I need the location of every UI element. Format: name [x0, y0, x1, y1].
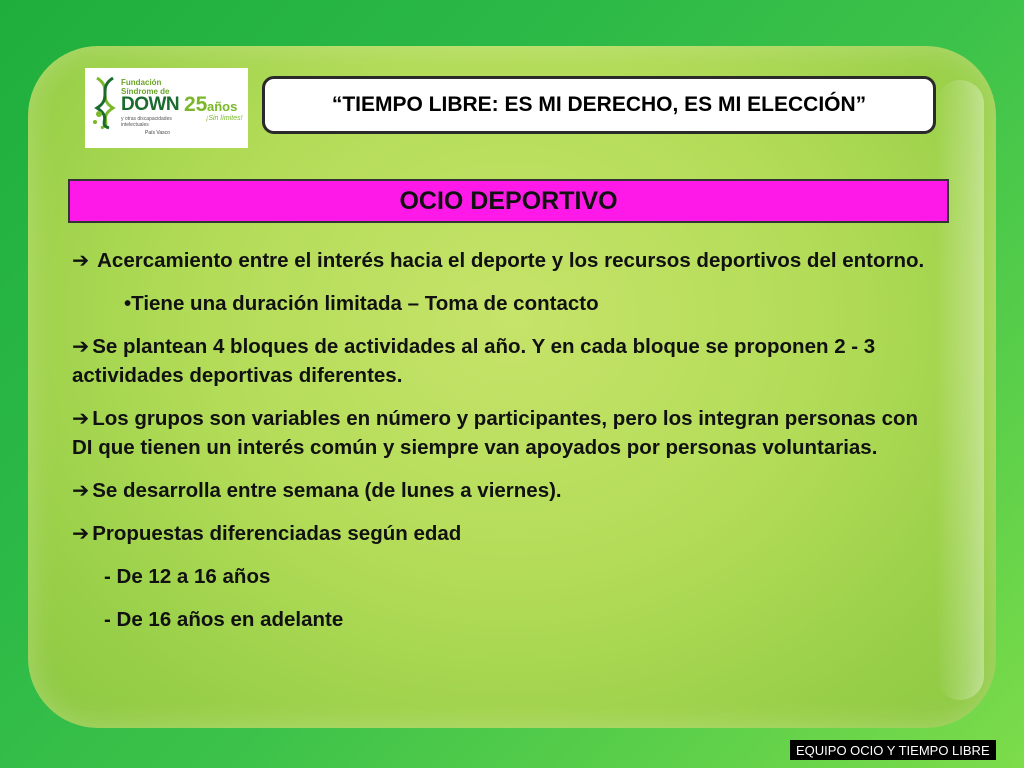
list-item-text: Se plantean 4 bloques de actividades al año. Y en cada bloque se proponen 2 - 3 actividades deportivas diferentes. — [72, 335, 876, 387]
arrow-right-icon: ➔ — [72, 248, 90, 272]
list-item — [72, 519, 942, 548]
logo-line1: Fundación — [121, 78, 162, 87]
logo-down: DOWN — [121, 94, 180, 115]
list-item-text: Se desarrolla entre semana (de lunes a viernes). — [92, 479, 562, 502]
foundation-logo — [85, 68, 248, 148]
list-item-text: Acercamiento entre el interés hacia el deporte y los recursos deportivos del entorno. — [97, 249, 925, 272]
list-item — [72, 404, 942, 462]
list-bullet: •Tiene una duración limitada – Toma de contacto — [124, 292, 599, 315]
footer-tag: EQUIPO OCIO Y TIEMPO LIBRE — [790, 740, 996, 760]
age-group-item: - De 12 a 16 años — [104, 565, 271, 588]
dna-icon — [91, 74, 119, 130]
logo-region: País Vasco — [145, 130, 170, 136]
arrow-right-icon: ➔ — [72, 521, 90, 545]
list-item-text: Los grupos son variables en número y participantes, pero los integran personas con DI que tienen un interés común y siempre van apoyados por personas voluntarias. — [72, 407, 919, 459]
list-item-text: Propuestas diferenciadas según edad — [92, 522, 462, 545]
panel-highlight — [936, 80, 984, 700]
logo-line2: Síndrome de — [121, 87, 170, 96]
slide-title-box — [262, 76, 936, 134]
section-header — [68, 179, 949, 223]
list-item — [72, 246, 942, 275]
content-list — [72, 246, 942, 648]
slide-title: “TIEMPO LIBRE: ES MI DERECHO, ES MI ELECCIÓN” — [331, 93, 867, 116]
logo-years-label: años — [207, 99, 238, 114]
logo-years-number: 25 — [184, 93, 208, 116]
logo-slogan: ¡Sin límites! — [206, 115, 243, 122]
logo-subtitle: y otras discapacidades intelectuales — [121, 116, 172, 128]
list-item — [72, 476, 942, 505]
age-group-item: - De 16 años en adelante — [104, 608, 344, 631]
list-item — [72, 332, 942, 390]
arrow-right-icon: ➔ — [72, 478, 90, 502]
section-title: OCIO DEPORTIVO — [399, 186, 618, 215]
arrow-right-icon: ➔ — [72, 406, 90, 430]
arrow-right-icon: ➔ — [72, 334, 90, 358]
